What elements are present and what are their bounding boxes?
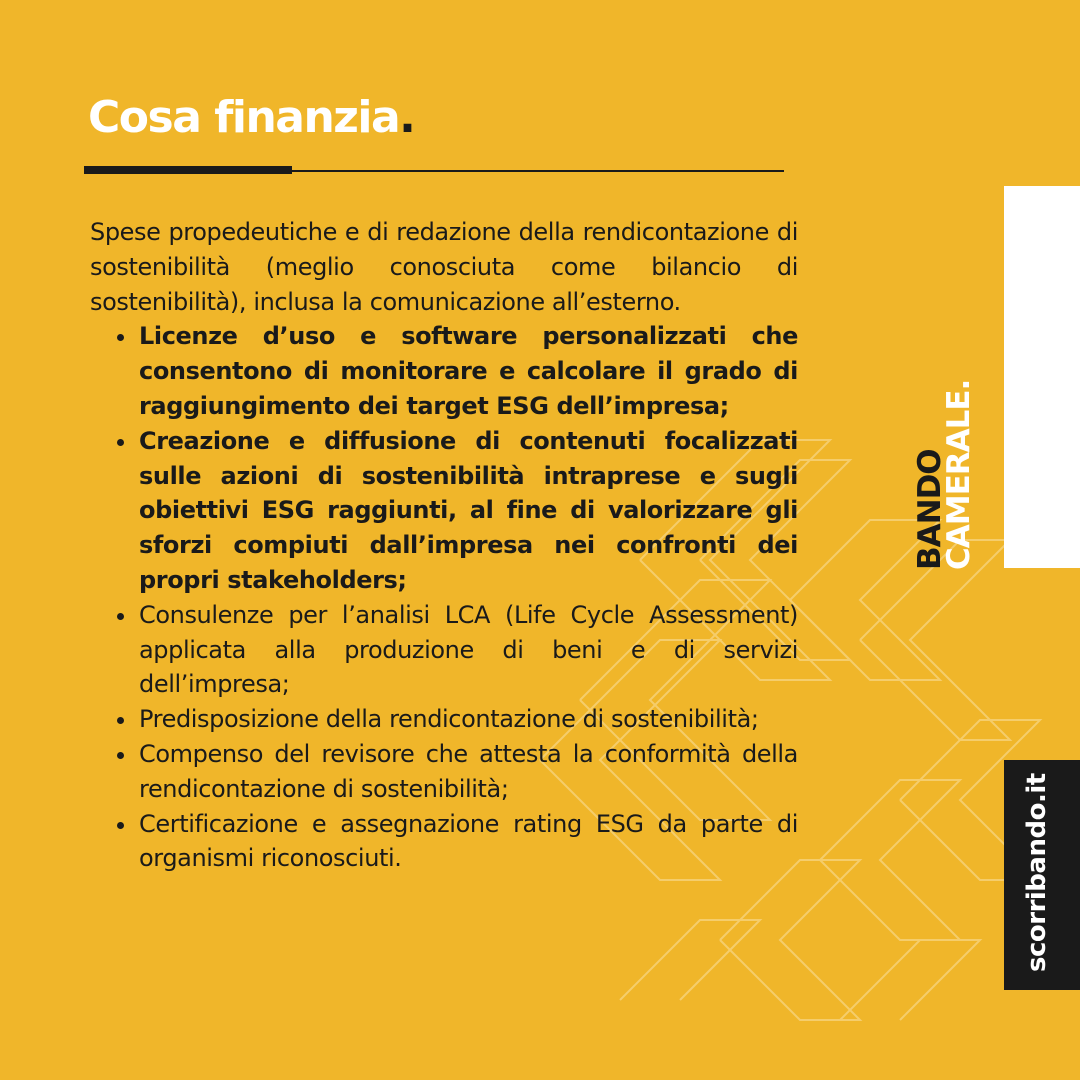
side-white-panel bbox=[1004, 186, 1080, 568]
intro-paragraph: Spese propedeutiche e di redazione della rendicontazione di sostenibilità (meglio conosciuta come bilancio di sostenibilità), inclusa la comunicazione all’esterno. bbox=[90, 218, 798, 316]
title-period: . bbox=[399, 92, 415, 143]
list-item: Certificazione e assegnazione rating ESG da parte di organismi riconosciuti. bbox=[139, 807, 798, 877]
list-item: Predisposizione della rendicontazione di sostenibilità; bbox=[139, 702, 798, 737]
title-divider-accent bbox=[84, 166, 292, 174]
list-item: Licenze d’uso e software personalizzati che consentono di monitorare e calcolare il grado di raggiungimento dei target ESG dell’impresa; bbox=[139, 319, 798, 423]
website-link[interactable]: scorribando.it bbox=[1022, 773, 1052, 972]
list-item: Consulenze per l’analisi LCA (Life Cycle Assessment) applicata alla produzione di beni e di servizi dell’impresa; bbox=[139, 598, 798, 702]
funded-items-list bbox=[90, 319, 798, 876]
page-title: Cosa finanzia. bbox=[88, 92, 415, 143]
side-label-line1: BANDO bbox=[912, 449, 948, 570]
list-item: Creazione e diffusione di contenuti focalizzati sulle azioni di sostenibilità intraprese e sugli obiettivi ESG raggiunti, al fine di valorizzare gli sforzi compiuti dall’impresa nei confronti dei propri stakeholders; bbox=[139, 424, 798, 598]
list-item: Compenso del revisore che attesta la conformità della rendicontazione di sostenibilità; bbox=[139, 737, 798, 807]
side-label-line2: CAMERALE. bbox=[941, 379, 977, 570]
content-body bbox=[90, 215, 798, 876]
bando-camerale-label bbox=[912, 379, 977, 570]
